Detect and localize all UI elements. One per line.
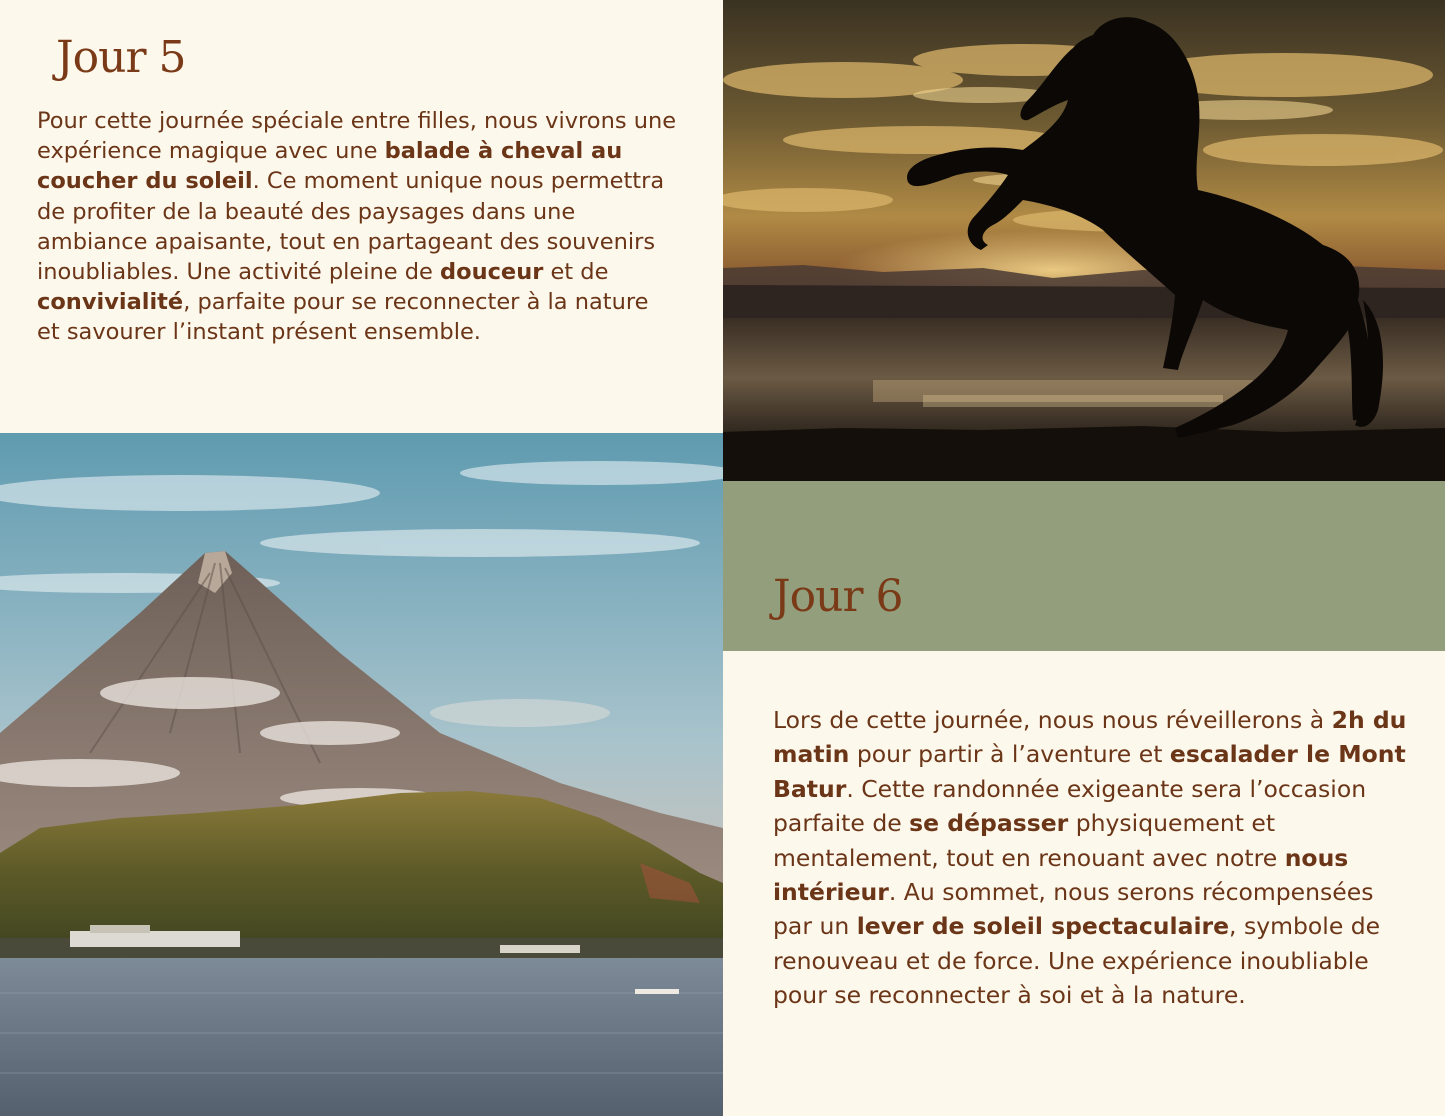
volcano-lake-image [0, 433, 723, 1116]
paragraph-text: physiquement et mentalement, tout en renouant avec notre [773, 809, 1285, 872]
day6-title: Jour 6 [773, 571, 903, 622]
paragraph-text: , symbole de renouveau et de force. Une expérience inoubliable pour se reconnecter à soi et à la nature. [773, 912, 1381, 1010]
highlight-text: balade à cheval au coucher du soleil [37, 138, 623, 195]
day5-panel [0, 0, 723, 433]
highlight-text: se dépasser [909, 809, 1069, 838]
paragraph-text: . Au sommet, nous serons récompensées par un [773, 878, 1374, 941]
highlight-text: nous intérieur [773, 843, 1349, 907]
paragraph-text: Pour cette journée spéciale entre filles, nous vivrons une expérience magique avec une [37, 108, 677, 165]
paragraph-text: Lors de cette journée, nous nous réveillerons à [773, 706, 1332, 734]
day6-paragraph [773, 703, 1413, 1013]
paragraph-text: . Cette randonnée exigeante sera l’occasion parfaite de [773, 774, 1367, 838]
paragraph-text: , parfaite pour se reconnecter à la nature et savourer l’instant présent ensemble. [37, 289, 649, 346]
paragraph-text: . Ce moment unique nous permettra de profiter de la beauté des paysages dans une ambiance apaisante, tout en partageant des souvenirs inoubliables. Une activité pleine de [37, 168, 665, 286]
day6-panel [723, 651, 1445, 1116]
highlight-text: douceur [440, 259, 544, 286]
horse-sunset-image [723, 0, 1445, 481]
day5-paragraph [37, 106, 677, 348]
highlight-text: lever de soleil spectaculaire [856, 912, 1230, 941]
highlight-text: escalader le Mont Batur [773, 740, 1406, 803]
day5-title: Jour 5 [56, 32, 186, 83]
highlight-text: convivialité [37, 289, 184, 316]
paragraph-text: et de [543, 259, 609, 286]
paragraph-text: pour partir à l’aventure et [849, 740, 1170, 769]
day6-header-band [723, 481, 1445, 651]
highlight-text: 2h du matin [773, 706, 1407, 769]
